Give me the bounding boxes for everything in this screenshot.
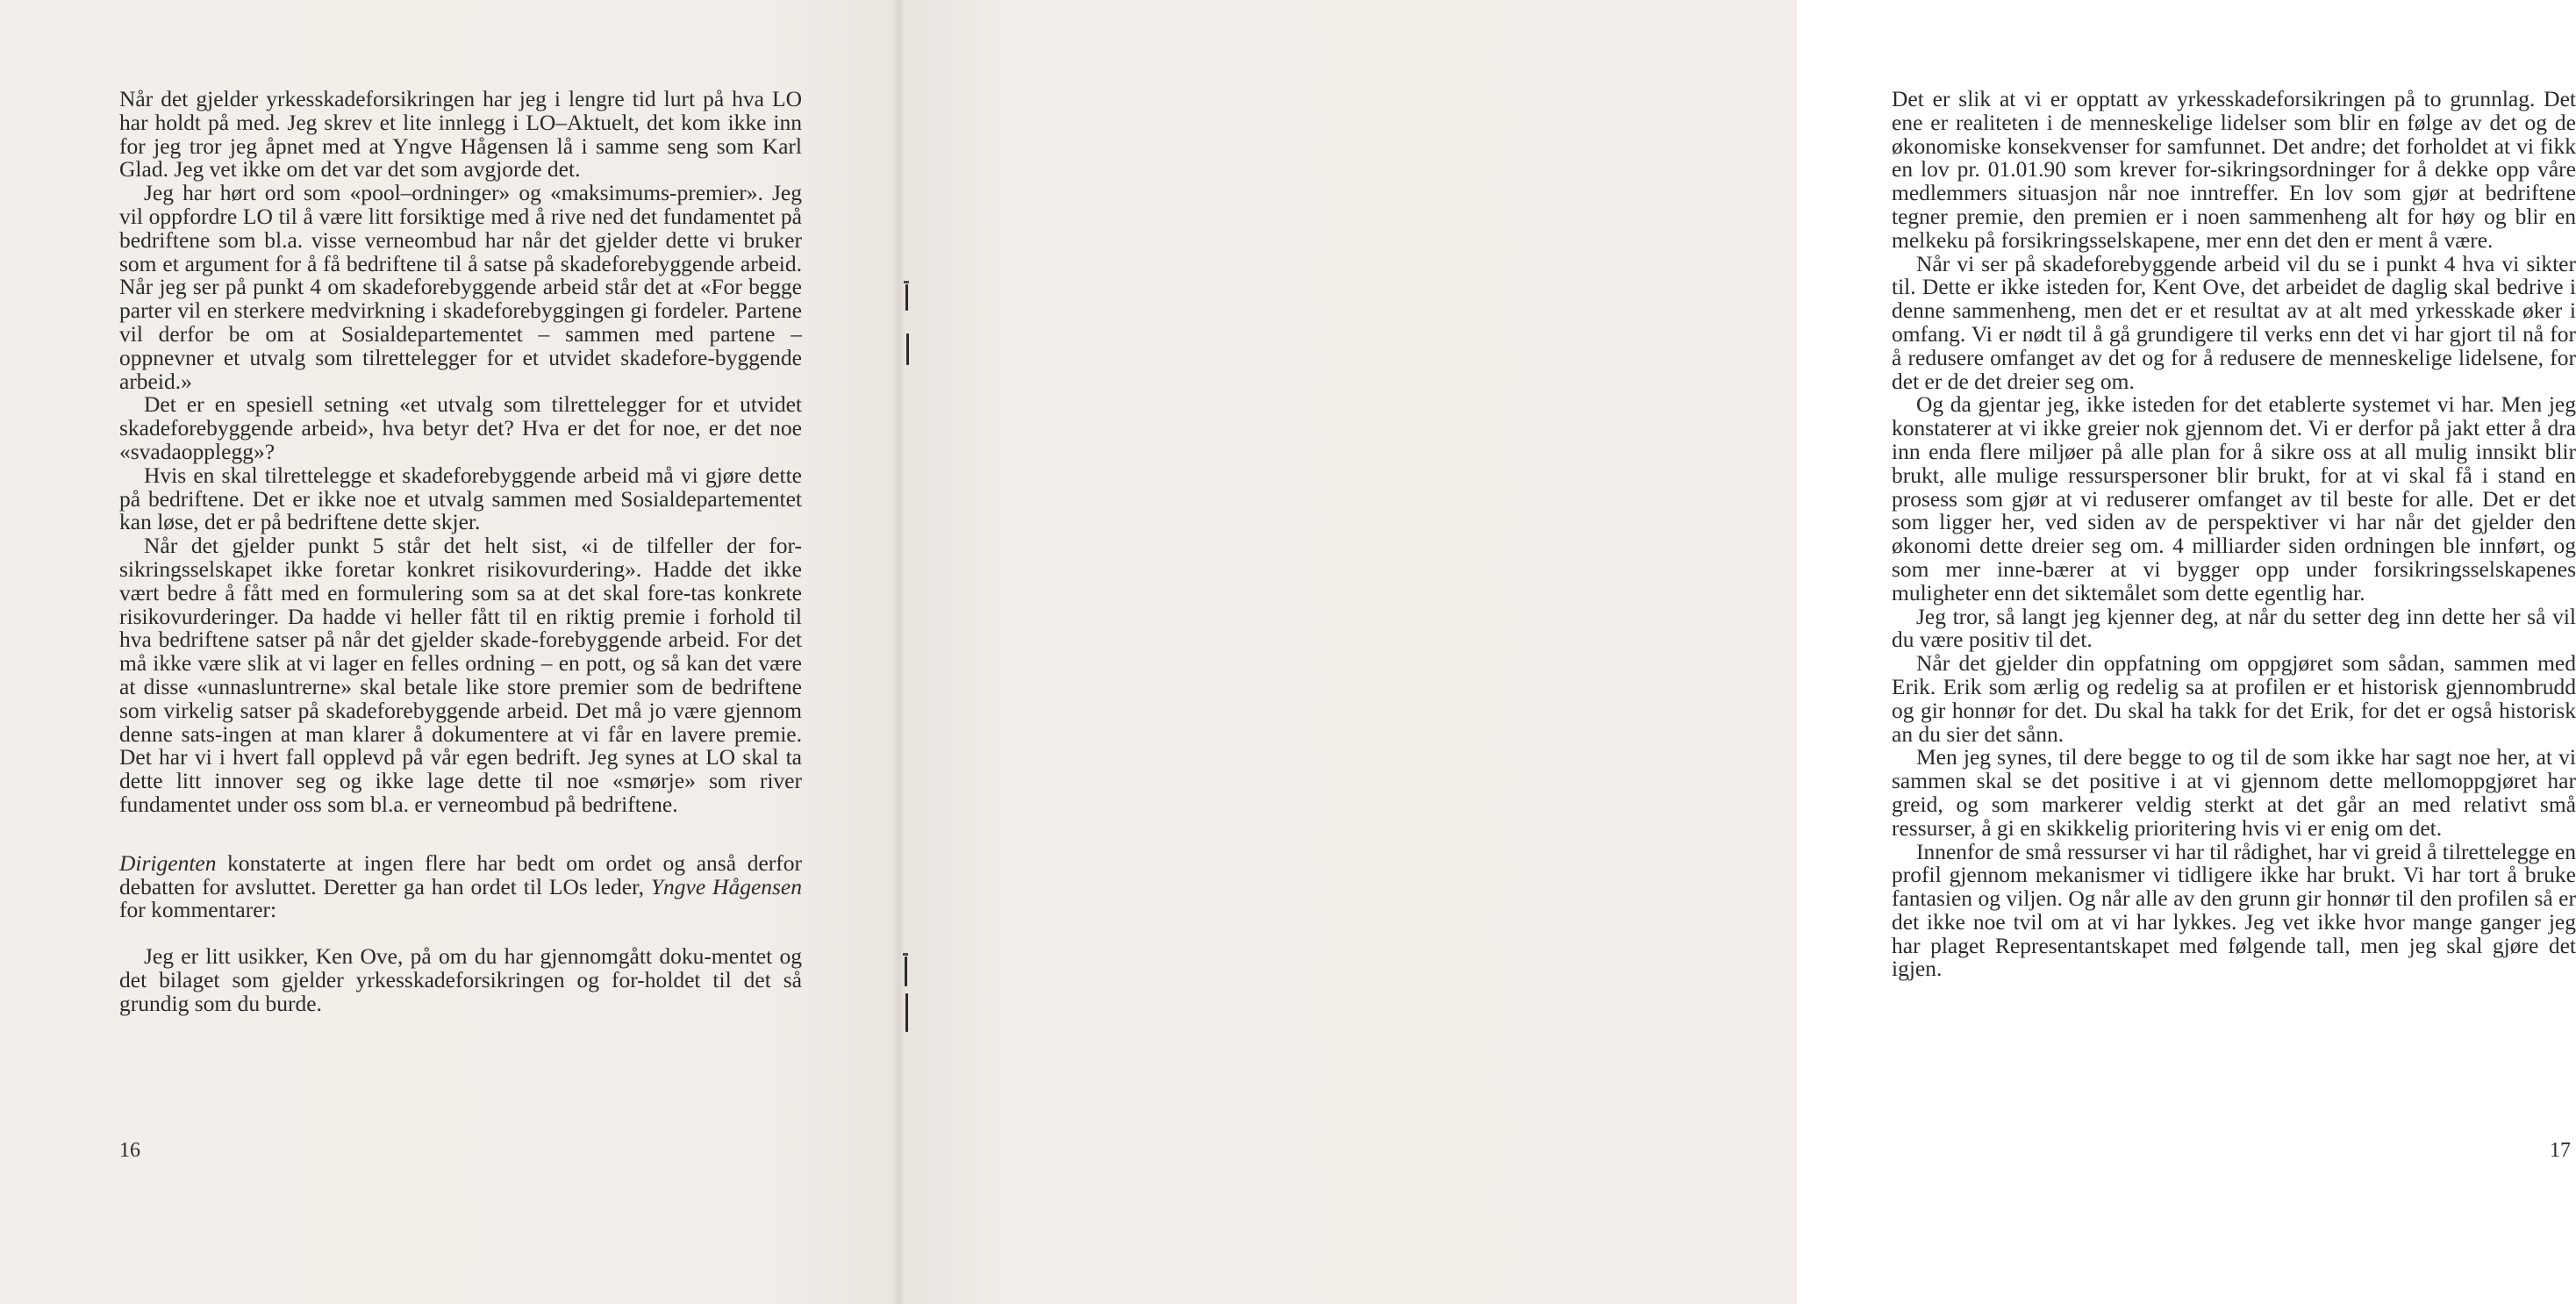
right-page xyxy=(898,0,2576,1304)
chair-note-text: konstaterte at ingen flere har bedt om ordet og anså derfor debatten for avsluttet. Deretter ga han ordet til LOs leder, xyxy=(119,849,802,899)
paragraph: Når det gjelder din oppfatning om oppgjøret som sådan, sammen med Erik. Erik som ærlig og redelig sa at profilen er et historisk gjennombrudd og gir honnør for det. Du skal ha takk for det Erik, for det er også historisk an du sier det sånn. xyxy=(1892,650,2576,747)
left-page xyxy=(0,0,898,1304)
paragraph: Jeg tror, så langt jeg kjenner deg, at når du setter deg inn dette her så vil du være positiv til det. xyxy=(1892,603,2576,653)
right-page-text xyxy=(1892,88,2576,981)
chair-note xyxy=(119,849,803,923)
page-number-left: 16 xyxy=(119,1139,140,1162)
paragraph: Når vi ser på skadeforebyggende arbeid vil du se i punkt 4 hva vi sikter til. Dette er ikke isteden for, Kent Ove, det arbeidet de daglig skal bedrive i denne sammenheng, men det er et resultat av at alt med yrkesskade øker i omfang. Vi er nødt til å gå grundigere til verks enn det vi har gjort til nå for å redusere omfanget av det og for å redusere de menneskelige lidelsene, for det er de det dreier seg om. xyxy=(1892,250,2576,394)
leader-name: Yngve Hågensen xyxy=(650,873,803,899)
paragraph: Jeg har hørt ord som «pool–ordninger» og «maksimums-premier». Jeg vil oppfordre LO til å være litt forsiktige med å rive ned det fundamentet på bedriftene som bl.a. visse verneombud har når det gjelder dette vi bruker som et argument for å få bedriftene til å satse på skadeforebyggende arbeid. Når jeg ser på punkt 4 om skadeforebyggende arbeid står det at «For begge parter vil en sterkere medvirkning i skadeforebyggingen gi fordeler. Partene vil derfor be om at Sosialdepartementet – sammen med partene – oppnevner et utvalg som tilrettelegger for et utvidet skadefore-byggende arbeid.» xyxy=(119,180,802,394)
paragraph: Og da gjentar jeg, ikke isteden for det etablerte systemet vi har. Men jeg konstaterer at vi ikke greier nok gjennom det. Vi er derfor på jakt etter å dra inn enda flere miljøer på alle plan for å sikre oss at all mulig innsikt blir brukt, alle mulige ressurspersoner blir brukt, for at vi skal få i stand en prosess som gjør at vi reduserer omfanget av til beste for alle. Det er det som ligger her, ved siden av de perspektiver vi har når det gjelder den økonomi dette dreier seg om. 4 milliarder siden ordningen ble innført, og som mer inne-bærer at vi bygger opp under forsikringsselskapenes muligheter enn det siktemålet som dette egentlig har. xyxy=(1892,391,2576,605)
gutter-shadow xyxy=(891,0,905,1304)
speaker-name: Dirigenten xyxy=(119,849,217,876)
closing-paragraph: Jeg er litt usikker, Ken Ove, på om du har gjennomgått doku-mentet og det bilaget som gjelder yrkesskadeforsikringen og for-holdet til det så grundig som du burde. xyxy=(119,943,802,1016)
paragraph: Det er en spesiell setning «et utvalg som tilrettelegger for et utvidet skadeforebyggende arbeid», hva betyr det? Hva er det for noe, er det noe «svadaopplegg»? xyxy=(119,391,802,464)
left-page-text xyxy=(119,88,802,1015)
paragraph: Innenfor de små ressurser vi har til rådighet, har vi greid å tilrettelegge en profil gjennom mekanismer vi tidligere ikke har brukt. Vi har tort å bruke fantasien og viljen. Og når alle av den grunn gir honnør til den profilen så er det ikke noe tvil om at vi har lykkes. Jeg vet ikke hvor mange ganger jeg har plaget Representantskapet med følgende tall, men jeg skal gjøre det igjen. xyxy=(1892,838,2576,982)
paragraph: Det er slik at vi er opptatt av yrkesskadeforsikringen på to grunnlag. Det ene er realiteten i de menneskelige lidelser som blir en følge av det og de økonomiske konsekvenser for samfunnet. Det andre; det forholdet at vi fikk en lov pr. 01.01.90 som krever for-sikringsordninger for å dekke opp våre medlemmers situasjon når noe inntreffer. En lov som gjør at bedriftene tegner premie, den premien er i noen sammenheng alt for høy og blir en melkeku på forsikringsselskapene, mer enn det den er ment å være. xyxy=(1892,86,2576,253)
paragraph: Men jeg synes, til dere begge to og til de som ikke har sagt noe her, at vi sammen skal se det positive i at vi gjennom dette mellomoppgjøret har greid, og som markerer veldig sterkt at det går an med relativt små ressurser, å gi en skikkelig prioritering hvis vi er enig om det. xyxy=(1892,744,2576,841)
paragraph: Når det gjelder punkt 5 står det helt sist, «i de tilfeller der for-sikringsselskapet ikke foretar konkret risikovurdering». Hadde det ikke vært bedre å fått med en formulering som sa at det skal fore-tas konkrete risikovurderinger. Da hadde vi heller fått til en riktig premie i forhold til hva bedriftene satser på når det gjelder skade-forebyggende arbeid. For det må ikke være slik at vi lager en felles ordning – en pott, og så kan det være at disse «unnasluntrerne» skal betale like store premier som de bedriftene som virkelig satser på skadeforebyggende arbeid. Det må jo være gjennom denne sats-ingen at man klarer å dokumentere at vi får en lavere premie. Det har vi i hvert fall opplevd på vår egen bedrift. Jeg synes at LO skal ta dette litt innover seg og ikke lage dette til noe «smørje» som river fundamentet under oss som bl.a. er verneombud på bedriftene. xyxy=(119,533,802,817)
page-number-right: 17 xyxy=(2550,1139,2571,1162)
paragraph: Hvis en skal tilrettelegge et skadeforebyggende arbeid må vi gjøre dette på bedriftene. Det er ikke noe et utvalg sammen med Sosialdepartementet kan løse, det er på bedriftene dette skjer. xyxy=(119,462,802,535)
paragraph: Når det gjelder yrkesskadeforsikringen har jeg i lengre tid lurt på hva LO har holdt på med. Jeg skrev et lite innlegg i LO–Aktuelt, det kom ikke inn for jeg tror jeg åpnet med at Yngve Hågensen lå i samme seng som Karl Glad. Jeg vet ikke om det var det som avgjorde det. xyxy=(119,86,802,183)
chair-note-text-end: for kommentarer: xyxy=(119,897,277,923)
